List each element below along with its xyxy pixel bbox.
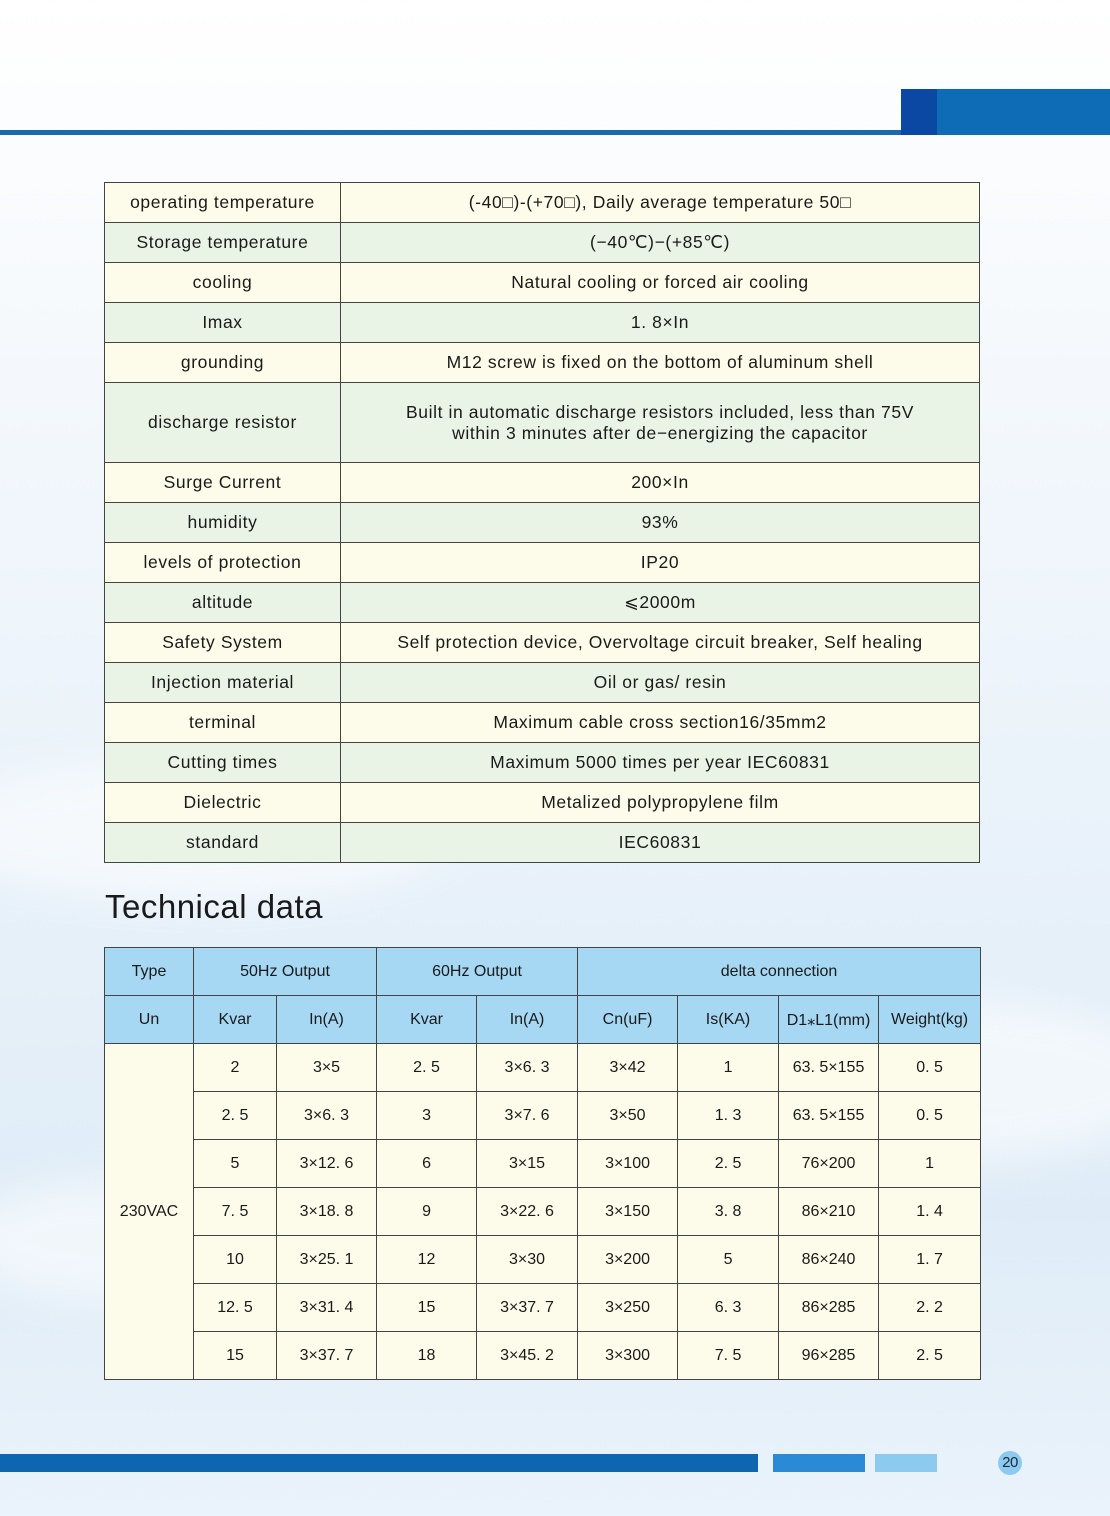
technical-data-table (104, 947, 981, 1380)
spec-label: levels of protection (105, 543, 341, 583)
table-cell: 1. 4 (879, 1188, 981, 1236)
table-cell: 0. 5 (879, 1092, 981, 1140)
table-cell: 3×100 (578, 1140, 678, 1188)
voltage-cell: 230VAC (105, 1044, 194, 1380)
spec-value-line: Built in automatic discharge resistors included, less than 75V (406, 401, 914, 422)
spec-label: Storage temperature (105, 223, 341, 263)
table-cell: 1. 3 (678, 1092, 779, 1140)
column-header-un: Un (105, 996, 194, 1044)
spec-label: altitude (105, 583, 341, 623)
spec-value: M12 screw is fixed on the bottom of aluminum shell (341, 343, 980, 383)
spec-value: 200×In (341, 463, 980, 503)
table-cell: 3×5 (277, 1044, 377, 1092)
column-header-dimensions: D1⁎L1(mm) (779, 996, 879, 1044)
table-cell: 3×6. 3 (277, 1092, 377, 1140)
table-cell: 63. 5×155 (779, 1092, 879, 1140)
column-header-kvar-50: Kvar (194, 996, 277, 1044)
spec-value: IEC60831 (341, 823, 980, 863)
column-header-is: Is(KA) (678, 996, 779, 1044)
table-cell: 86×240 (779, 1236, 879, 1284)
spec-label: discharge resistor (105, 383, 341, 463)
table-cell: 3×12. 6 (277, 1140, 377, 1188)
column-header-in-60: In(A) (477, 996, 578, 1044)
spec-value: IP20 (341, 543, 980, 583)
table-row (105, 1092, 981, 1140)
table-row (105, 1044, 981, 1092)
column-header-60hz: 60Hz Output (377, 948, 578, 996)
spec-row (105, 183, 980, 223)
spec-label: operating temperature (105, 183, 341, 223)
table-cell: 2. 5 (879, 1332, 981, 1380)
table-cell: 3×50 (578, 1092, 678, 1140)
table-cell: 3×30 (477, 1236, 578, 1284)
table-cell: 3×37. 7 (277, 1332, 377, 1380)
spec-label: Dielectric (105, 783, 341, 823)
spec-value: ⩽2000m (341, 583, 980, 623)
table-cell: 3×31. 4 (277, 1284, 377, 1332)
table-cell: 3×7. 6 (477, 1092, 578, 1140)
spec-row (105, 623, 980, 663)
column-header-kvar-60: Kvar (377, 996, 477, 1044)
column-header-50hz: 50Hz Output (194, 948, 377, 996)
footer-bar-segment (773, 1454, 865, 1472)
table-cell: 3×45. 2 (477, 1332, 578, 1380)
spec-row (105, 743, 980, 783)
spec-row (105, 543, 980, 583)
spec-row (105, 303, 980, 343)
spec-row (105, 703, 980, 743)
column-header-cn: Cn(uF) (578, 996, 678, 1044)
table-cell: 12. 5 (194, 1284, 277, 1332)
table-cell: 18 (377, 1332, 477, 1380)
table-cell: 3×22. 6 (477, 1188, 578, 1236)
table-cell: 86×210 (779, 1188, 879, 1236)
spec-value: Natural cooling or forced air cooling (341, 263, 980, 303)
spec-row (105, 223, 980, 263)
specifications-table (104, 182, 980, 863)
table-cell: 3×6. 3 (477, 1044, 578, 1092)
table-cell: 86×285 (779, 1284, 879, 1332)
spec-row (105, 263, 980, 303)
spec-value: Oil or gas/ resin (341, 663, 980, 703)
table-cell: 10 (194, 1236, 277, 1284)
spec-row (105, 343, 980, 383)
table-cell: 3×37. 7 (477, 1284, 578, 1332)
spec-row (105, 783, 980, 823)
spec-value: Self protection device, Overvoltage circuit breaker, Self healing (341, 623, 980, 663)
table-cell: 1 (678, 1044, 779, 1092)
table-cell: 0. 5 (879, 1044, 981, 1092)
table-row (105, 1236, 981, 1284)
table-cell: 3 (377, 1092, 477, 1140)
spec-value: 93% (341, 503, 980, 543)
table-cell: 76×200 (779, 1140, 879, 1188)
spec-value: Maximum 5000 times per year IEC60831 (341, 743, 980, 783)
table-cell: 12 (377, 1236, 477, 1284)
table-cell: 15 (194, 1332, 277, 1380)
spec-label: Imax (105, 303, 341, 343)
subheader-row (105, 996, 981, 1044)
spec-row (105, 663, 980, 703)
table-cell: 3×25. 1 (277, 1236, 377, 1284)
header-accent-block-dark (901, 89, 937, 135)
table-cell: 3×200 (578, 1236, 678, 1284)
table-cell: 7. 5 (678, 1332, 779, 1380)
spec-value (341, 383, 980, 463)
spec-value: (−40℃)−(+85℃) (341, 223, 980, 263)
table-cell: 63. 5×155 (779, 1044, 879, 1092)
spec-value: (-40□)-(+70□), Daily average temperature 50□ (341, 183, 980, 223)
table-cell: 3. 8 (678, 1188, 779, 1236)
spec-label: terminal (105, 703, 341, 743)
spec-row (105, 463, 980, 503)
table-cell: 15 (377, 1284, 477, 1332)
table-cell: 2 (194, 1044, 277, 1092)
table-row (105, 1284, 981, 1332)
table-cell: 6 (377, 1140, 477, 1188)
spec-row (105, 503, 980, 543)
table-cell: 9 (377, 1188, 477, 1236)
header-row (105, 948, 981, 996)
spec-row (105, 583, 980, 623)
table-cell: 3×18. 8 (277, 1188, 377, 1236)
table-cell: 2. 2 (879, 1284, 981, 1332)
spec-row (105, 823, 980, 863)
column-header-delta: delta connection (578, 948, 981, 996)
spec-label: cooling (105, 263, 341, 303)
spec-label: Injection material (105, 663, 341, 703)
spec-label: standard (105, 823, 341, 863)
table-cell: 1. 7 (879, 1236, 981, 1284)
table-cell: 2. 5 (377, 1044, 477, 1092)
footer-bar (0, 1454, 758, 1472)
header-rule (0, 130, 901, 135)
column-header-in-50: In(A) (277, 996, 377, 1044)
table-cell: 6. 3 (678, 1284, 779, 1332)
spec-value: 1. 8×In (341, 303, 980, 343)
spec-label: humidity (105, 503, 341, 543)
table-cell: 3×15 (477, 1140, 578, 1188)
table-cell: 3×42 (578, 1044, 678, 1092)
table-cell: 2. 5 (678, 1140, 779, 1188)
page-number: 20 (998, 1451, 1022, 1475)
spec-value: Maximum cable cross section16/35mm2 (341, 703, 980, 743)
spec-row (105, 383, 980, 463)
spec-label: grounding (105, 343, 341, 383)
table-cell: 2. 5 (194, 1092, 277, 1140)
table-row (105, 1332, 981, 1380)
header-accent-block (937, 89, 1110, 135)
table-cell: 5 (678, 1236, 779, 1284)
table-cell: 5 (194, 1140, 277, 1188)
table-cell: 96×285 (779, 1332, 879, 1380)
table-cell: 1 (879, 1140, 981, 1188)
table-row (105, 1140, 981, 1188)
table-cell: 3×250 (578, 1284, 678, 1332)
spec-value-line: within 3 minutes after de−energizing the capacitor (452, 422, 868, 443)
section-title: Technical data (105, 888, 323, 925)
table-cell: 3×300 (578, 1332, 678, 1380)
spec-value: Metalized polypropylene film (341, 783, 980, 823)
table-cell: 3×150 (578, 1188, 678, 1236)
footer-bar-segment-light (875, 1454, 937, 1472)
table-row (105, 1188, 981, 1236)
spec-label: Surge Current (105, 463, 341, 503)
spec-label: Safety System (105, 623, 341, 663)
column-header-weight: Weight(kg) (879, 996, 981, 1044)
column-header-type: Type (105, 948, 194, 996)
spec-label: Cutting times (105, 743, 341, 783)
table-cell: 7. 5 (194, 1188, 277, 1236)
